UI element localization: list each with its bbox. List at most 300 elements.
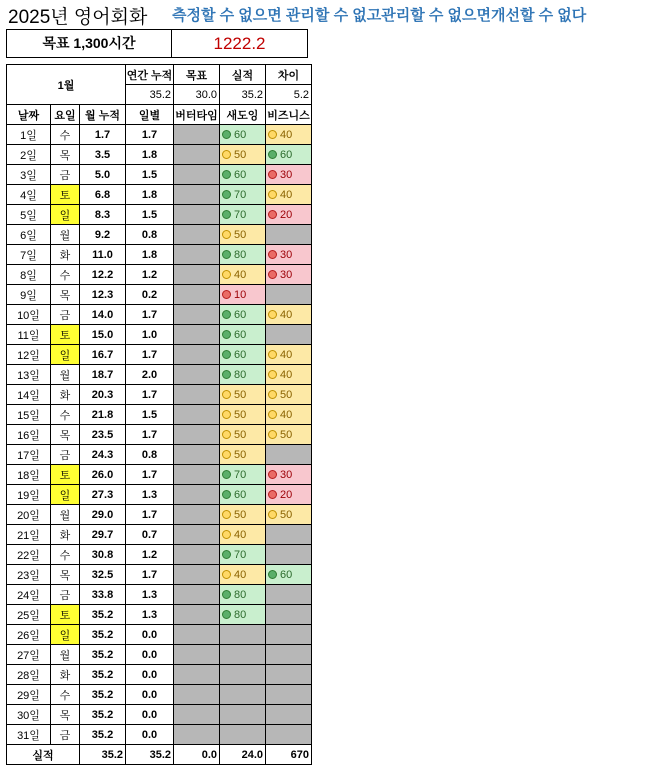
monthly-cumulative-cell[interactable]: 1.7	[80, 125, 126, 145]
summary-header-target[interactable]: 목표	[174, 65, 220, 85]
shadowing-cell[interactable]	[220, 185, 266, 205]
table-row	[7, 645, 312, 665]
shadowing-cell[interactable]	[220, 245, 266, 265]
shadowing-cell[interactable]	[220, 505, 266, 525]
business-cell-value: 50	[280, 428, 293, 441]
col-header-shadowing[interactable]: 새도잉	[220, 105, 266, 125]
daily-hours-cell[interactable]: 0.0	[126, 725, 174, 745]
daily-hours-cell[interactable]: 1.7	[126, 505, 174, 525]
monthly-cumulative-cell[interactable]: 15.0	[80, 325, 126, 345]
date-cell[interactable]: 24일	[7, 585, 51, 605]
green-status-dot-icon	[222, 470, 231, 479]
business-cell[interactable]	[266, 305, 312, 325]
butter-time-cell[interactable]	[174, 685, 220, 705]
shadowing-cell[interactable]	[220, 645, 266, 665]
daily-hours-cell[interactable]: 1.5	[126, 165, 174, 185]
daily-hours-cell[interactable]: 0.0	[126, 665, 174, 685]
butter-time-cell[interactable]	[174, 365, 220, 385]
daily-hours-cell[interactable]: 1.7	[126, 305, 174, 325]
date-cell[interactable]: 17일	[7, 445, 51, 465]
yellow-status-dot-icon	[268, 310, 277, 319]
yellow-status-dot-icon	[268, 130, 277, 139]
monthly-cumulative-cell[interactable]: 9.2	[80, 225, 126, 245]
daily-hours-cell[interactable]: 1.5	[126, 205, 174, 225]
butter-time-cell[interactable]	[174, 545, 220, 565]
column-header-row	[7, 105, 312, 125]
month-cell[interactable]: 1월	[7, 65, 126, 105]
green-status-dot-icon	[222, 590, 231, 599]
butter-time-cell[interactable]	[174, 305, 220, 325]
date-cell[interactable]: 18일	[7, 465, 51, 485]
shadowing-cell[interactable]	[220, 445, 266, 465]
business-cell[interactable]	[266, 585, 312, 605]
monthly-cumulative-cell[interactable]: 33.8	[80, 585, 126, 605]
totals-label[interactable]: 실적	[7, 745, 80, 765]
shadowing-cell[interactable]	[220, 545, 266, 565]
daily-hours-cell[interactable]: 1.7	[126, 425, 174, 445]
yellow-status-dot-icon	[222, 510, 231, 519]
monthly-cumulative-cell[interactable]: 8.3	[80, 205, 126, 225]
butter-time-cell[interactable]	[174, 185, 220, 205]
business-cell[interactable]	[266, 365, 312, 385]
weekday-cell[interactable]: 일	[51, 345, 80, 365]
date-cell[interactable]: 6일	[7, 225, 51, 245]
business-cell[interactable]	[266, 465, 312, 485]
table-row	[7, 205, 312, 225]
butter-time-cell[interactable]	[174, 265, 220, 285]
monthly-cumulative-cell[interactable]: 32.5	[80, 565, 126, 585]
shadowing-cell-value: 50	[234, 148, 247, 161]
weekday-cell[interactable]: 일	[51, 205, 80, 225]
weekday-cell[interactable]: 월	[51, 505, 80, 525]
yellow-status-dot-icon	[222, 410, 231, 419]
weekday-cell[interactable]: 월	[51, 645, 80, 665]
summary-annual-value[interactable]: 35.2	[126, 85, 174, 105]
red-status-dot-icon	[268, 470, 277, 479]
shadowing-cell-value: 80	[234, 608, 247, 621]
goal-total-cell[interactable]: 1222.2	[213, 34, 266, 53]
weekday-cell[interactable]: 화	[51, 525, 80, 545]
table-row	[7, 525, 312, 545]
business-cell[interactable]	[266, 205, 312, 225]
shadowing-cell[interactable]	[220, 305, 266, 325]
daily-hours-cell[interactable]: 1.2	[126, 265, 174, 285]
business-cell[interactable]	[266, 385, 312, 405]
butter-time-cell[interactable]	[174, 725, 220, 745]
monthly-cumulative-cell[interactable]: 23.5	[80, 425, 126, 445]
butter-time-cell[interactable]	[174, 485, 220, 505]
date-cell[interactable]: 7일	[7, 245, 51, 265]
shadowing-cell[interactable]	[220, 365, 266, 385]
daily-hours-cell[interactable]: 1.5	[126, 405, 174, 425]
col-header-daily[interactable]: 일별	[126, 105, 174, 125]
red-status-dot-icon	[268, 170, 277, 179]
totals-business[interactable]: 670	[266, 745, 312, 765]
date-cell[interactable]: 11일	[7, 325, 51, 345]
weekday-cell[interactable]: 일	[51, 625, 80, 645]
business-cell[interactable]	[266, 325, 312, 345]
daily-hours-cell[interactable]: 1.3	[126, 605, 174, 625]
butter-time-cell[interactable]	[174, 445, 220, 465]
green-status-dot-icon	[222, 210, 231, 219]
red-status-dot-icon	[268, 490, 277, 499]
butter-time-cell[interactable]	[174, 465, 220, 485]
business-cell[interactable]	[266, 705, 312, 725]
table-row	[7, 225, 312, 245]
butter-time-cell[interactable]	[174, 345, 220, 365]
totals-monthly-cum[interactable]: 35.2	[80, 745, 126, 765]
monthly-cumulative-cell[interactable]: 35.2	[80, 705, 126, 725]
shadowing-cell[interactable]	[220, 205, 266, 225]
butter-time-cell[interactable]	[174, 285, 220, 305]
monthly-cumulative-cell[interactable]: 5.0	[80, 165, 126, 185]
business-cell[interactable]	[266, 125, 312, 145]
col-header-business[interactable]: 비즈니스	[266, 105, 312, 125]
shadowing-cell[interactable]	[220, 385, 266, 405]
shadowing-cell-value: 70	[234, 208, 247, 221]
business-cell-value: 30	[280, 468, 293, 481]
butter-time-cell[interactable]	[174, 585, 220, 605]
business-cell[interactable]	[266, 225, 312, 245]
shadowing-cell[interactable]	[220, 325, 266, 345]
date-cell[interactable]: 29일	[7, 685, 51, 705]
green-status-dot-icon	[222, 170, 231, 179]
shadowing-cell-value: 60	[234, 328, 247, 341]
date-cell[interactable]: 20일	[7, 505, 51, 525]
weekday-cell[interactable]: 목	[51, 145, 80, 165]
shadowing-cell[interactable]	[220, 265, 266, 285]
butter-time-cell[interactable]	[174, 525, 220, 545]
col-header-day[interactable]: 요일	[51, 105, 80, 125]
shadowing-cell[interactable]	[220, 705, 266, 725]
totals-butter-time[interactable]: 0.0	[174, 745, 220, 765]
butter-time-cell[interactable]	[174, 425, 220, 445]
butter-time-cell[interactable]	[174, 125, 220, 145]
daily-hours-cell[interactable]: 1.7	[126, 465, 174, 485]
date-cell[interactable]: 26일	[7, 625, 51, 645]
date-cell[interactable]: 8일	[7, 265, 51, 285]
monthly-cumulative-cell[interactable]: 35.2	[80, 605, 126, 625]
monthly-cumulative-cell[interactable]: 6.8	[80, 185, 126, 205]
green-status-dot-icon	[222, 330, 231, 339]
butter-time-cell[interactable]	[174, 145, 220, 165]
shadowing-cell[interactable]	[220, 565, 266, 585]
monthly-cumulative-cell[interactable]: 20.3	[80, 385, 126, 405]
butter-time-cell[interactable]	[174, 325, 220, 345]
shadowing-cell[interactable]	[220, 165, 266, 185]
daily-hours-cell[interactable]: 1.7	[126, 565, 174, 585]
shadowing-cell[interactable]	[220, 225, 266, 245]
shadowing-cell-value: 80	[234, 588, 247, 601]
shadowing-cell[interactable]	[220, 525, 266, 545]
date-cell[interactable]: 15일	[7, 405, 51, 425]
yellow-status-dot-icon	[222, 230, 231, 239]
daily-hours-cell[interactable]: 0.0	[126, 645, 174, 665]
date-cell[interactable]: 25일	[7, 605, 51, 625]
butter-time-cell[interactable]	[174, 705, 220, 725]
shadowing-cell-value: 60	[234, 128, 247, 141]
butter-time-cell[interactable]	[174, 205, 220, 225]
daily-hours-cell[interactable]: 1.7	[126, 385, 174, 405]
weekday-cell[interactable]: 목	[51, 285, 80, 305]
weekday-cell[interactable]: 월	[51, 225, 80, 245]
business-cell[interactable]	[266, 445, 312, 465]
weekday-cell[interactable]: 목	[51, 565, 80, 585]
weekday-cell[interactable]: 수	[51, 405, 80, 425]
date-cell[interactable]: 10일	[7, 305, 51, 325]
butter-time-cell[interactable]	[174, 645, 220, 665]
butter-time-cell[interactable]	[174, 245, 220, 265]
date-cell[interactable]: 28일	[7, 665, 51, 685]
butter-time-cell[interactable]	[174, 565, 220, 585]
date-cell[interactable]: 22일	[7, 545, 51, 565]
business-cell[interactable]	[266, 665, 312, 685]
date-cell[interactable]: 27일	[7, 645, 51, 665]
shadowing-cell[interactable]	[220, 725, 266, 745]
weekday-cell[interactable]: 수	[51, 125, 80, 145]
monthly-cumulative-cell[interactable]: 35.2	[80, 665, 126, 685]
business-cell[interactable]	[266, 425, 312, 445]
shadowing-cell-value: 70	[234, 468, 247, 481]
daily-hours-cell[interactable]: 1.7	[126, 125, 174, 145]
weekday-cell[interactable]: 금	[51, 725, 80, 745]
weekday-cell[interactable]: 수	[51, 545, 80, 565]
weekday-cell[interactable]: 토	[51, 185, 80, 205]
butter-time-cell[interactable]	[174, 605, 220, 625]
daily-hours-cell[interactable]: 0.8	[126, 445, 174, 465]
date-cell[interactable]: 30일	[7, 705, 51, 725]
goal-box	[6, 29, 308, 58]
daily-hours-cell[interactable]: 1.2	[126, 545, 174, 565]
table-row	[7, 325, 312, 345]
date-cell[interactable]: 21일	[7, 525, 51, 545]
business-cell[interactable]	[266, 525, 312, 545]
weekday-cell[interactable]: 수	[51, 265, 80, 285]
date-cell[interactable]: 2일	[7, 145, 51, 165]
date-cell[interactable]: 4일	[7, 185, 51, 205]
monthly-cumulative-cell[interactable]: 35.2	[80, 685, 126, 705]
business-cell-value: 40	[280, 188, 293, 201]
monthly-cumulative-cell[interactable]: 30.8	[80, 545, 126, 565]
business-cell[interactable]	[266, 725, 312, 745]
summary-header-diff[interactable]: 차이	[266, 65, 312, 85]
col-header-monthly-cum[interactable]: 월 누적	[80, 105, 126, 125]
monthly-cumulative-cell[interactable]: 35.2	[80, 645, 126, 665]
daily-hours-cell[interactable]: 1.3	[126, 585, 174, 605]
monthly-cumulative-cell[interactable]: 16.7	[80, 345, 126, 365]
date-cell[interactable]: 23일	[7, 565, 51, 585]
totals-daily[interactable]: 35.2	[126, 745, 174, 765]
shadowing-cell[interactable]	[220, 665, 266, 685]
green-status-dot-icon	[222, 130, 231, 139]
daily-hours-cell[interactable]: 0.0	[126, 705, 174, 725]
shadowing-cell[interactable]	[220, 145, 266, 165]
weekday-cell[interactable]: 금	[51, 305, 80, 325]
date-cell[interactable]: 9일	[7, 285, 51, 305]
col-header-butter-time[interactable]: 버터타임	[174, 105, 220, 125]
daily-hours-cell[interactable]: 0.0	[126, 685, 174, 705]
weekday-cell[interactable]: 토	[51, 325, 80, 345]
shadowing-cell[interactable]	[220, 605, 266, 625]
daily-hours-cell[interactable]: 1.7	[126, 345, 174, 365]
goal-label-cell[interactable]: 목표 1,300시간	[7, 30, 172, 57]
business-cell[interactable]	[266, 605, 312, 625]
daily-hours-cell[interactable]: 2.0	[126, 365, 174, 385]
shadowing-cell-value: 40	[234, 568, 247, 581]
business-cell-value: 40	[280, 348, 293, 361]
business-cell[interactable]	[266, 345, 312, 365]
daily-hours-cell[interactable]: 0.0	[126, 625, 174, 645]
weekday-cell[interactable]: 화	[51, 665, 80, 685]
business-cell[interactable]	[266, 285, 312, 305]
business-cell-value: 30	[280, 248, 293, 261]
daily-hours-cell[interactable]: 1.0	[126, 325, 174, 345]
date-cell[interactable]: 1일	[7, 125, 51, 145]
monthly-cumulative-cell[interactable]: 35.2	[80, 625, 126, 645]
red-status-dot-icon	[268, 250, 277, 259]
shadowing-cell-value: 40	[234, 528, 247, 541]
shadowing-cell-value: 60	[234, 308, 247, 321]
monthly-cumulative-cell[interactable]: 24.3	[80, 445, 126, 465]
monthly-cumulative-cell[interactable]: 21.8	[80, 405, 126, 425]
summary-diff-value[interactable]: 5.2	[266, 85, 312, 105]
green-status-dot-icon	[222, 250, 231, 259]
shadowing-cell[interactable]	[220, 285, 266, 305]
business-cell[interactable]	[266, 485, 312, 505]
table-row	[7, 505, 312, 525]
weekday-cell[interactable]: 목	[51, 705, 80, 725]
daily-hours-cell[interactable]: 1.8	[126, 145, 174, 165]
table-row	[7, 665, 312, 685]
monthly-cumulative-cell[interactable]: 14.0	[80, 305, 126, 325]
table-row	[7, 265, 312, 285]
butter-time-cell[interactable]	[174, 225, 220, 245]
weekday-cell[interactable]: 월	[51, 365, 80, 385]
weekday-cell[interactable]: 금	[51, 585, 80, 605]
business-cell[interactable]	[266, 625, 312, 645]
daily-hours-cell[interactable]: 0.7	[126, 525, 174, 545]
monthly-cumulative-cell[interactable]: 12.3	[80, 285, 126, 305]
business-cell[interactable]	[266, 565, 312, 585]
table-row	[7, 385, 312, 405]
monthly-cumulative-cell[interactable]: 29.0	[80, 505, 126, 525]
daily-hours-cell[interactable]: 0.2	[126, 285, 174, 305]
business-cell[interactable]	[266, 505, 312, 525]
red-status-dot-icon	[268, 270, 277, 279]
date-cell[interactable]: 13일	[7, 365, 51, 385]
date-cell[interactable]: 31일	[7, 725, 51, 745]
business-cell[interactable]	[266, 645, 312, 665]
table-row	[7, 485, 312, 505]
green-status-dot-icon	[222, 190, 231, 199]
shadowing-cell[interactable]	[220, 685, 266, 705]
date-cell[interactable]: 19일	[7, 485, 51, 505]
summary-actual-value[interactable]: 35.2	[220, 85, 266, 105]
business-cell-value: 40	[280, 368, 293, 381]
weekday-cell[interactable]: 화	[51, 245, 80, 265]
weekday-cell[interactable]: 토	[51, 465, 80, 485]
table-row	[7, 725, 312, 745]
daily-hours-cell[interactable]: 1.8	[126, 245, 174, 265]
shadowing-cell[interactable]	[220, 465, 266, 485]
date-cell[interactable]: 3일	[7, 165, 51, 185]
butter-time-cell[interactable]	[174, 665, 220, 685]
table-row	[7, 625, 312, 645]
red-status-dot-icon	[268, 210, 277, 219]
yellow-status-dot-icon	[222, 150, 231, 159]
table-row	[7, 465, 312, 485]
shadowing-cell[interactable]	[220, 125, 266, 145]
business-cell[interactable]	[266, 405, 312, 425]
summary-header-annual[interactable]: 연간 누적	[126, 65, 174, 85]
business-cell[interactable]	[266, 685, 312, 705]
monthly-cumulative-cell[interactable]: 29.7	[80, 525, 126, 545]
shadowing-cell[interactable]	[220, 585, 266, 605]
shadowing-cell[interactable]	[220, 485, 266, 505]
business-cell[interactable]	[266, 165, 312, 185]
butter-time-cell[interactable]	[174, 385, 220, 405]
date-cell[interactable]: 12일	[7, 345, 51, 365]
butter-time-cell[interactable]	[174, 625, 220, 645]
yellow-status-dot-icon	[268, 190, 277, 199]
table-row	[7, 285, 312, 305]
yellow-status-dot-icon	[222, 430, 231, 439]
yellow-status-dot-icon	[222, 390, 231, 399]
shadowing-cell-value: 10	[234, 288, 247, 301]
summary-header-actual[interactable]: 실적	[220, 65, 266, 85]
col-header-date[interactable]: 날짜	[7, 105, 51, 125]
daily-hours-cell[interactable]: 1.8	[126, 185, 174, 205]
monthly-cumulative-cell[interactable]: 27.3	[80, 485, 126, 505]
weekday-cell[interactable]: 일	[51, 485, 80, 505]
date-cell[interactable]: 5일	[7, 205, 51, 225]
butter-time-cell[interactable]	[174, 165, 220, 185]
shadowing-cell[interactable]	[220, 425, 266, 445]
business-cell[interactable]	[266, 265, 312, 285]
weekday-cell[interactable]: 금	[51, 445, 80, 465]
monthly-cumulative-cell[interactable]: 12.2	[80, 265, 126, 285]
monthly-cumulative-cell[interactable]: 18.7	[80, 365, 126, 385]
shadowing-cell-value: 80	[234, 368, 247, 381]
weekday-cell[interactable]: 토	[51, 605, 80, 625]
monthly-cumulative-cell[interactable]: 26.0	[80, 465, 126, 485]
shadowing-cell[interactable]	[220, 625, 266, 645]
daily-hours-cell[interactable]: 0.8	[126, 225, 174, 245]
weekday-cell[interactable]: 화	[51, 385, 80, 405]
weekday-cell[interactable]: 수	[51, 685, 80, 705]
weekday-cell[interactable]: 목	[51, 425, 80, 445]
date-cell[interactable]: 16일	[7, 425, 51, 445]
weekday-cell[interactable]: 금	[51, 165, 80, 185]
business-cell[interactable]	[266, 245, 312, 265]
shadowing-cell-value: 50	[234, 508, 247, 521]
monthly-cumulative-cell[interactable]: 35.2	[80, 725, 126, 745]
butter-time-cell[interactable]	[174, 405, 220, 425]
business-cell[interactable]	[266, 145, 312, 165]
monthly-cumulative-cell[interactable]: 3.5	[80, 145, 126, 165]
daily-hours-cell[interactable]: 1.3	[126, 485, 174, 505]
business-cell[interactable]	[266, 545, 312, 565]
monthly-cumulative-cell[interactable]: 11.0	[80, 245, 126, 265]
shadowing-cell[interactable]	[220, 405, 266, 425]
business-cell[interactable]	[266, 185, 312, 205]
summary-target-value[interactable]: 30.0	[174, 85, 220, 105]
butter-time-cell[interactable]	[174, 505, 220, 525]
shadowing-cell[interactable]	[220, 345, 266, 365]
date-cell[interactable]: 14일	[7, 385, 51, 405]
business-cell-value: 60	[280, 148, 293, 161]
totals-shadowing[interactable]: 24.0	[220, 745, 266, 765]
